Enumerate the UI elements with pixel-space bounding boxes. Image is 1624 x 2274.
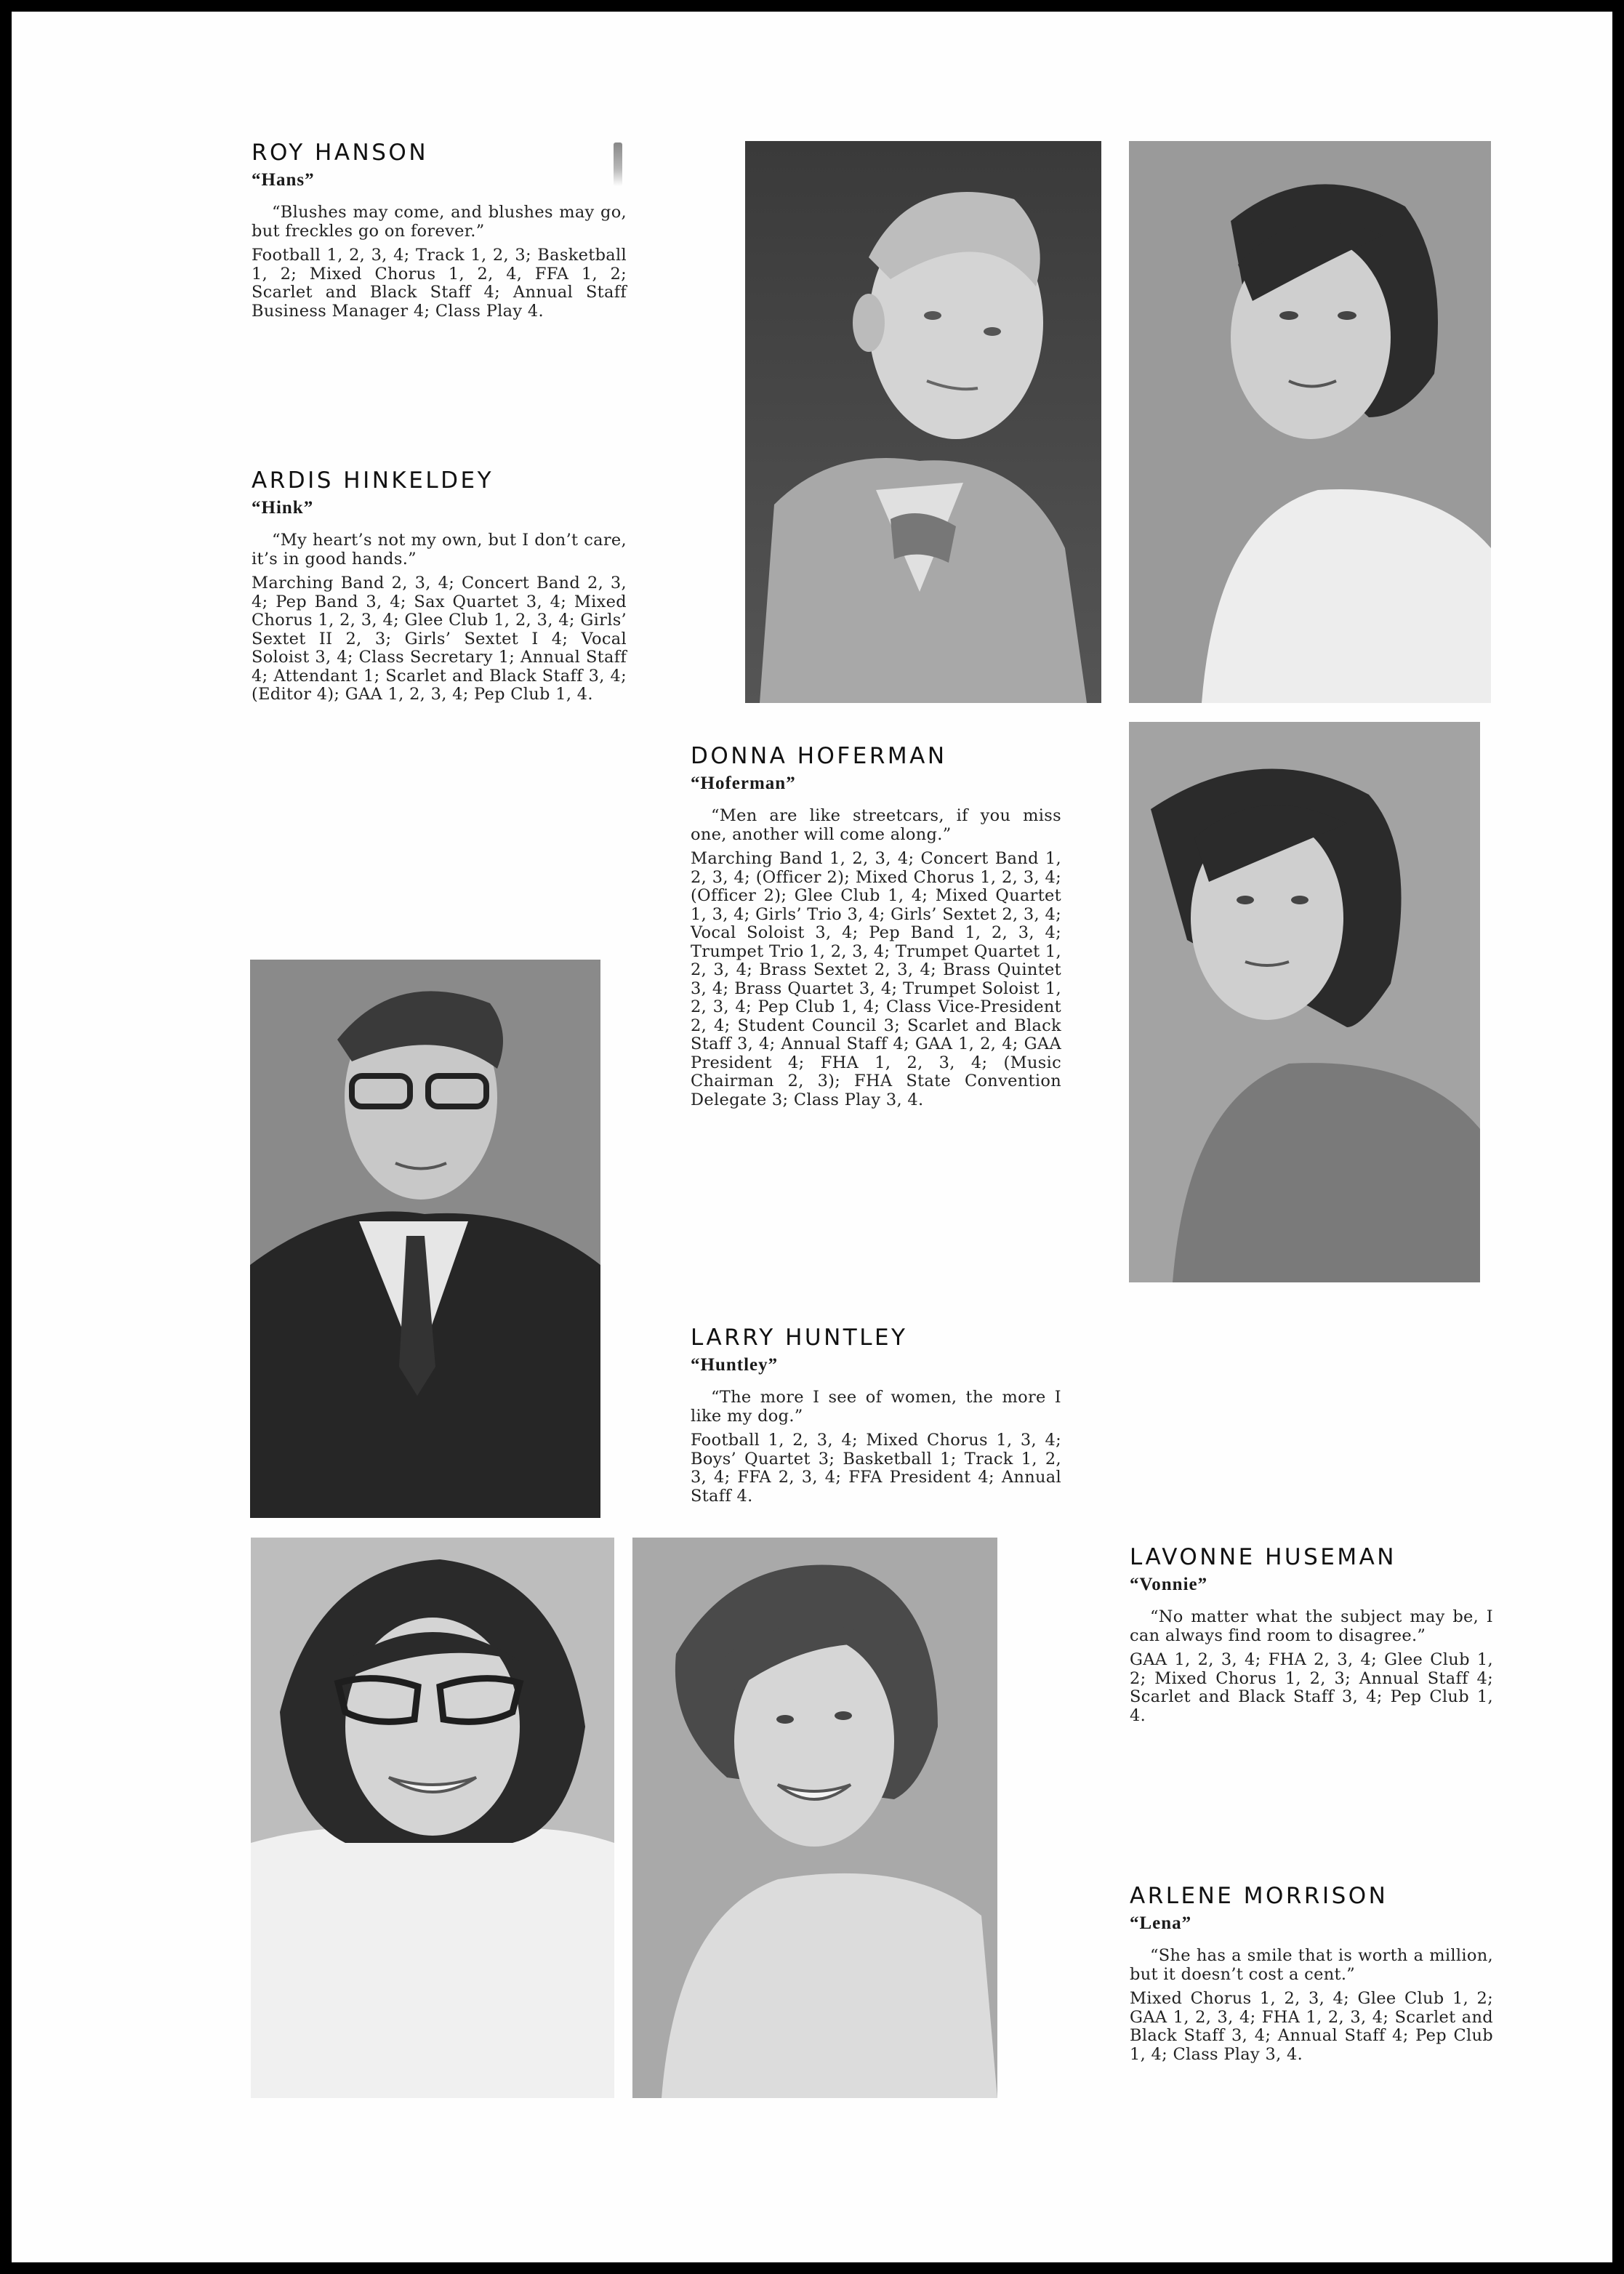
- student-activities: Mixed Chorus 1, 2, 3, 4; Glee Club 1, 2; GAA 1, 2, 3, 4; FHA 1, 2, 3, 4; Scarlet and Black Staff 3, 4; Annual Staff 4; Pep Club 1, 4; Class Play 3, 4.: [1130, 1989, 1493, 2064]
- student-entry-lavonne-huseman: [1130, 1544, 1493, 1725]
- student-activities: Football 1, 2, 3, 4; Mixed Chorus 1, 3, 4; Boys’ Quartet 3; Basketball 1; Track 1, 2, 3, 4; FFA 2, 3, 4; FFA President 4; Annual Staff 4.: [691, 1431, 1061, 1506]
- student-name: ARLENE MORRISON: [1130, 1883, 1388, 1909]
- portrait-lavonne-huseman: [251, 1538, 614, 2098]
- student-entry-arlene-morrison: [1130, 1883, 1493, 2064]
- student-name: ROY HANSON: [252, 140, 429, 166]
- student-nickname: “Hans”: [252, 170, 315, 190]
- student-quote: “No matter what the subject may be, I can always find room to disagree.”: [1130, 1607, 1493, 1645]
- student-quote: “My heart’s not my own, but I don’t care, it’s in good hands.”: [252, 531, 627, 568]
- portrait-image: [1129, 722, 1480, 1282]
- portrait-arlene-morrison: [632, 1538, 997, 2098]
- portrait-ardis-hinkeldey: [1129, 141, 1491, 703]
- student-quote: “She has a smile that is worth a million, but it doesn’t cost a cent.”: [1130, 1946, 1493, 1984]
- portrait-roy-hanson: [745, 141, 1101, 703]
- student-name: ARDIS HINKELDEY: [252, 467, 494, 494]
- scan-smudge: [614, 142, 622, 186]
- student-name: LARRY HUNTLEY: [691, 1325, 908, 1351]
- portrait-larry-huntley: [250, 960, 600, 1518]
- portrait-image: [632, 1538, 997, 2098]
- student-quote: “Men are like streetcars, if you miss one, another will come along.”: [691, 806, 1061, 844]
- portrait-image: [745, 141, 1101, 703]
- student-activities: Football 1, 2, 3, 4; Track 1, 2, 3; Basketball 1, 2; Mixed Chorus 1, 2, 4, FFA 1, 2; Scarlet and Black Staff 4; Annual Staff Business Manager 4; Class Play 4.: [252, 246, 627, 321]
- student-nickname: “Hink”: [252, 498, 314, 518]
- student-entry-ardis-hinkeldey: [252, 467, 627, 704]
- student-name: DONNA HOFERMAN: [691, 743, 947, 769]
- student-nickname: “Lena”: [1130, 1913, 1192, 1933]
- student-quote: “The more I see of women, the more I like my dog.”: [691, 1388, 1061, 1426]
- student-nickname: “Hoferman”: [691, 774, 796, 793]
- student-entry-donna-hoferman: [691, 743, 1061, 1109]
- student-activities: Marching Band 1, 2, 3, 4; Concert Band 1, 2, 3, 4; (Officer 2); Mixed Chorus 1, 2, 3, 4; (Officer 2); Glee Club 1, 4; Mixed Quartet 1, 3, 4; Girls’ Trio 3, 4; Girls’ Sextet 2, 3, 4; Vocal Soloist 3, 4; Pep Band 1, 2, 3, 4; Trumpet Trio 1, 2, 3, 4; Trumpet Quartet 1, 2, 3, 4; Brass Sextet 2, 3, 4; Brass Quintet 3, 4; Brass Quartet 3, 4; Trumpet Soloist 1, 2, 3, 4; Pep Club 1, 4; Class Vice-President 2, 4; Student Council 3; Scarlet and Black Staff 3, 4; Annual Staff 4; GAA 1, 2, 4; GAA President 4; FHA 1, 2, 3, 4; (Music Chairman 2, 3); FHA State Convention Delegate 3; Class Play 3, 4.: [691, 849, 1061, 1109]
- portrait-image: [1129, 141, 1491, 703]
- student-entry-roy-hanson: [252, 140, 627, 321]
- student-activities: Marching Band 2, 3, 4; Concert Band 2, 3, 4; Pep Band 3, 4; Sax Quartet 3, 4; Mixed Chorus 1, 2, 3, 4; Glee Club 1, 2, 3, 4; Girls’ Sextet II 2, 3; Girls’ Sextet I 4; Vocal Soloist 3, 4; Class Secretary 1; Annual Staff 4; Attendant 1; Scarlet and Black Staff 3, 4; (Editor 4); GAA 1, 2, 3, 4; Pep Club 1, 4.: [252, 574, 627, 704]
- student-entry-larry-huntley: [691, 1325, 1061, 1506]
- student-quote: “Blushes may come, and blushes may go, but freckles go on forever.”: [252, 203, 627, 241]
- student-nickname: “Vonnie”: [1130, 1575, 1208, 1594]
- student-nickname: “Huntley”: [691, 1355, 779, 1375]
- yearbook-page: [12, 12, 1612, 2262]
- portrait-image: [250, 960, 600, 1518]
- student-activities: GAA 1, 2, 3, 4; FHA 2, 3, 4; Glee Club 1, 2; Mixed Chorus 1, 2, 3; Annual Staff 4; Scarlet and Black Staff 3, 4; Pep Club 1, 4.: [1130, 1650, 1493, 1725]
- student-name: LAVONNE HUSEMAN: [1130, 1544, 1396, 1570]
- portrait-image: [251, 1538, 614, 2098]
- portrait-donna-hoferman: [1129, 722, 1480, 1282]
